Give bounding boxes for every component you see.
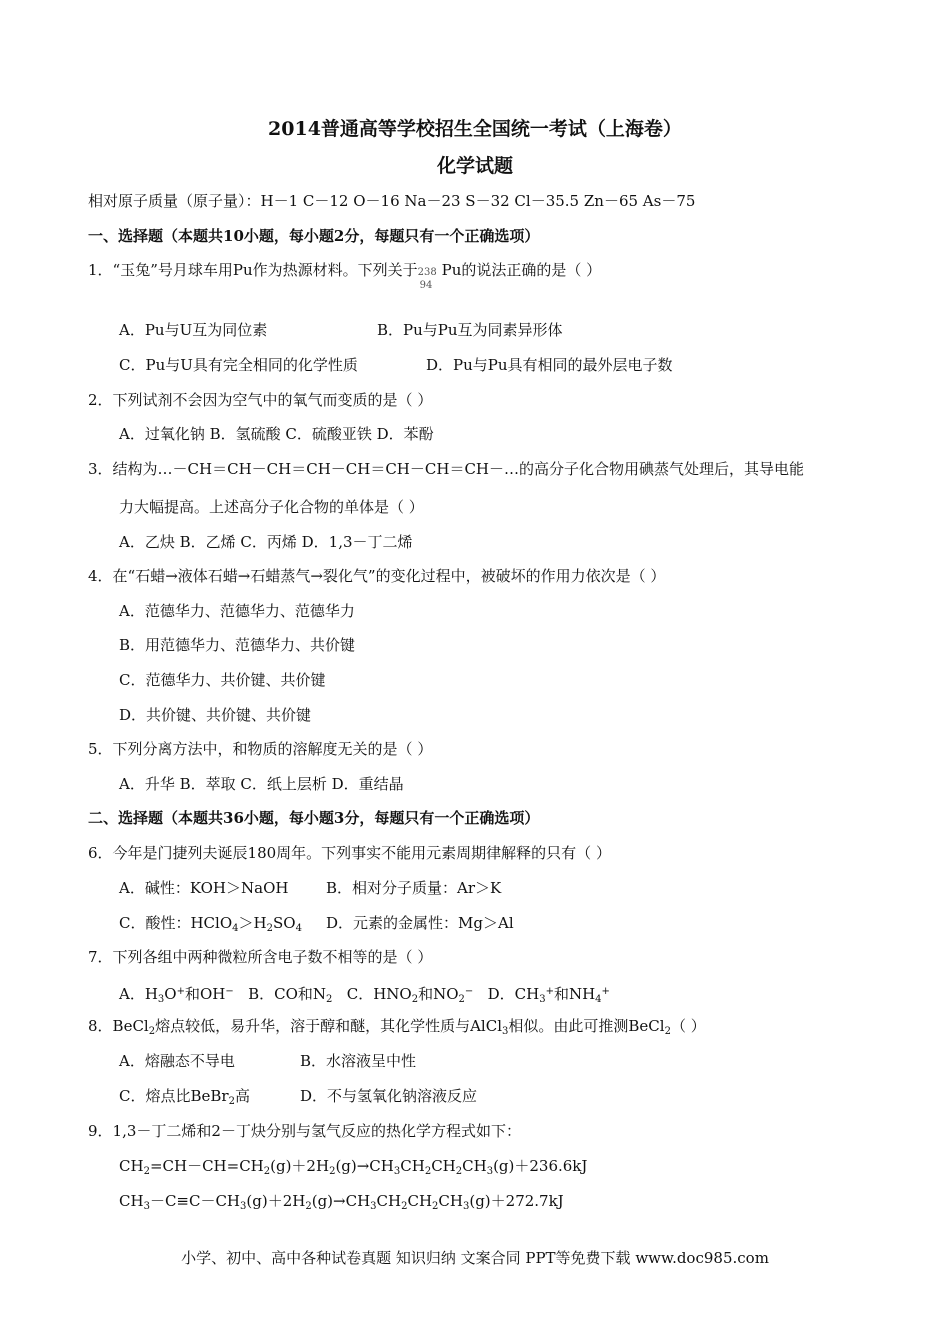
q6-c-text: C．酸性：HClO <box>119 914 233 932</box>
q6-option-c <box>119 913 302 939</box>
q1-stem-part-b: 的说法正确的是（ ） <box>461 261 602 279</box>
thermochemical-equation-2 <box>119 1191 564 1217</box>
formula-text: CH <box>431 1157 456 1175</box>
subscript: 2 <box>143 1166 150 1177</box>
subscript: 3 <box>157 994 165 1005</box>
subscript: 4 <box>232 923 239 934</box>
formula-text: (g)→CH <box>335 1157 394 1175</box>
formula-text: CH <box>462 1157 487 1175</box>
subscript: 2 <box>148 1026 156 1037</box>
q8-option-b: B．水溶液呈中性 <box>300 1052 417 1070</box>
subscript: 3 <box>462 1201 470 1212</box>
q4-option-c: C．范德华力、共价键、共价键 <box>119 671 326 689</box>
q5-options: A．升华 B．萃取 C．纸上层析 D．重结晶 <box>119 775 404 793</box>
subscript: 3 <box>370 1201 377 1212</box>
subscript: 3 <box>539 994 546 1005</box>
q8-text: 熔点较低，易升华，溶于醇和醚，其化学性质与AlCl <box>155 1017 503 1035</box>
q4-option-d: D．共价键、共价键、共价键 <box>119 706 312 724</box>
q8-option-d: D．不与氢氧化钠溶液反应 <box>300 1087 478 1105</box>
question-2-stem: 2．下列试剂不会因为空气中的氧气而变质的是（ ） <box>88 391 433 409</box>
superscript: − <box>225 986 234 997</box>
subscript: 3 <box>393 1166 401 1177</box>
q7-a-text: O <box>164 985 177 1003</box>
subscript: 2 <box>455 1166 463 1177</box>
q8-option-a: A．熔融态不导电 <box>119 1052 235 1070</box>
superscript: + <box>176 986 185 997</box>
q7-b-text: B．CO和N <box>248 985 327 1003</box>
q1-option-b: B．Pu与Pu互为同素异形体 <box>377 321 563 339</box>
question-8-stem <box>88 1016 706 1042</box>
q7-options <box>119 982 610 1010</box>
subscript: 2 <box>401 1201 408 1212</box>
subscript: 2 <box>424 1166 432 1177</box>
subscript: 2 <box>411 994 419 1005</box>
q4-option-b: B．用范德华力、范德华力、共价键 <box>119 636 356 654</box>
formula-text: CH <box>400 1157 425 1175</box>
q1-option-d: D．Pu与Pu具有相同的最外层电子数 <box>426 356 673 374</box>
q3-options: A．乙炔 B．乙烯 C．丙烯 D．1,3－丁二烯 <box>119 533 413 551</box>
formula-text: (g)＋2H <box>270 1157 330 1175</box>
question-4-stem: 4．在“石蜡→液体石蜡→石蜡蒸气→裂化气”的变化过程中，被破坏的作用力依次是（ ） <box>88 567 666 585</box>
formula-text: (g)＋272.7kJ <box>469 1192 564 1210</box>
q7-d-text: D．CH <box>487 985 540 1003</box>
formula-text: CH <box>119 1157 144 1175</box>
subscript: 2 <box>458 994 465 1005</box>
subscript: 3 <box>240 1201 247 1212</box>
subscript: 2 <box>263 1166 271 1177</box>
section-2-heading: 二、选择题（本题共36小题，每小题3分，每题只有一个正确选项） <box>88 809 540 827</box>
formula-text: －C≡C－CH <box>149 1192 241 1210</box>
q8-option-c <box>119 1086 250 1112</box>
q1-stem-part-a: 1．“玉兔”号月球车用Pu作为热源材料。下列关于 <box>88 261 418 279</box>
q6-c-text: SO <box>272 914 296 932</box>
q7-c-text: C．HNO <box>346 985 412 1003</box>
subscript: 3 <box>486 1166 494 1177</box>
q7-d-text: 和NH <box>553 985 596 1003</box>
q1-option-c: C．Pu与U具有完全相同的化学性质 <box>119 356 358 374</box>
q8-c-text: 高 <box>234 1087 250 1105</box>
question-6-stem: 6．今年是门捷列夫诞辰180周年。下列事实不能用元素周期律解释的只有（ ） <box>88 844 611 862</box>
formula-text: (g)＋2H <box>246 1192 306 1210</box>
subscript: 2 <box>326 994 333 1005</box>
superscript: + <box>601 986 610 997</box>
subscript: 4 <box>295 923 302 934</box>
nuclide-element: Pu <box>441 261 462 279</box>
subscript: 4 <box>595 994 602 1005</box>
formula-text: CH <box>376 1192 402 1210</box>
atomic-masses-line: 相对原子质量（原子量）：H－1 C－12 O－16 Na－23 S－32 Cl－35.5 Zn－65 As－75 <box>88 192 696 210</box>
question-3-stem-line-2: 力大幅提高。上述高分子化合物的单体是（ ） <box>119 498 424 516</box>
subscript: 3 <box>143 1201 150 1212</box>
subscript: 2 <box>228 1096 235 1107</box>
atomic-number: 94 <box>419 280 433 291</box>
subscript: 2 <box>432 1201 439 1212</box>
section-1-heading: 一、选择题（本题共10小题，每小题2分，每题只有一个正确选项） <box>88 227 540 245</box>
q6-option-d: D．元素的金属性：Mg＞Al <box>326 914 514 932</box>
thermochemical-equation-1 <box>119 1156 587 1182</box>
formula-text: CH <box>119 1192 144 1210</box>
superscript: + <box>545 986 554 997</box>
question-7-stem: 7．下列各组中两种微粒所含电子数不相等的是（ ） <box>88 948 433 966</box>
q2-options: A．过氧化钠 B．氢硫酸 C．硫酸亚铁 D．苯酚 <box>119 425 434 443</box>
formula-text: (g)→CH <box>311 1192 371 1210</box>
q1-option-a: A．Pu与U互为同位素 <box>119 321 268 339</box>
q8-text: 相似。由此可推测BeCl <box>508 1017 665 1035</box>
q6-c-text: ＞H <box>238 914 267 932</box>
exam-subtitle: 化学试题 <box>436 155 513 177</box>
subscript: 2 <box>664 1026 671 1037</box>
formula-text: =CH－CH=CH <box>149 1157 264 1175</box>
q6-option-b: B．相对分子质量：Ar＞K <box>326 879 502 897</box>
question-9-stem: 9．1,3－丁二烯和2－丁炔分别与氢气反应的热化学方程式如下： <box>88 1122 521 1140</box>
q8-c-text: C．熔点比BeBr <box>119 1087 229 1105</box>
formula-text: CH <box>438 1192 463 1210</box>
question-1-stem <box>88 260 602 291</box>
q4-option-a: A．范德华力、范德华力、范德华力 <box>119 602 355 620</box>
subscript: 2 <box>305 1201 312 1212</box>
formula-text: (g)＋236.6kJ <box>493 1157 588 1175</box>
q8-text: （ ） <box>670 1017 706 1035</box>
subscript: 2 <box>266 923 273 934</box>
subscript: 2 <box>329 1166 336 1177</box>
question-3-stem-line-1: 3．结构为…－CH＝CH－CH＝CH－CH＝CH－CH＝CH－…的高分子化合物用碘蒸气处理后，其导电能 <box>88 460 805 478</box>
question-5-stem: 5．下列分离方法中，和物质的溶解度无关的是（ ） <box>88 740 433 758</box>
nuclide-symbol <box>417 260 442 291</box>
q6-option-a: A．碱性：KOH＞NaOH <box>119 879 289 897</box>
q8-text: 8．BeCl <box>88 1017 149 1035</box>
exam-title: 2014普通高等学校招生全国统一考试（上海卷） <box>268 118 682 140</box>
q7-a-text: 和OH <box>185 985 226 1003</box>
q7-c-text: 和NO <box>418 985 459 1003</box>
footer-note: 小学、初中、高中各种试卷真题 知识归纳 文案合同 PPT等免费下载 www.doc985.com <box>181 1249 769 1267</box>
formula-text: CH <box>407 1192 433 1210</box>
subscript: 3 <box>502 1026 509 1037</box>
q7-a-text: A．H <box>119 985 158 1003</box>
mass-number: 238 <box>417 267 437 278</box>
superscript: − <box>464 986 474 997</box>
